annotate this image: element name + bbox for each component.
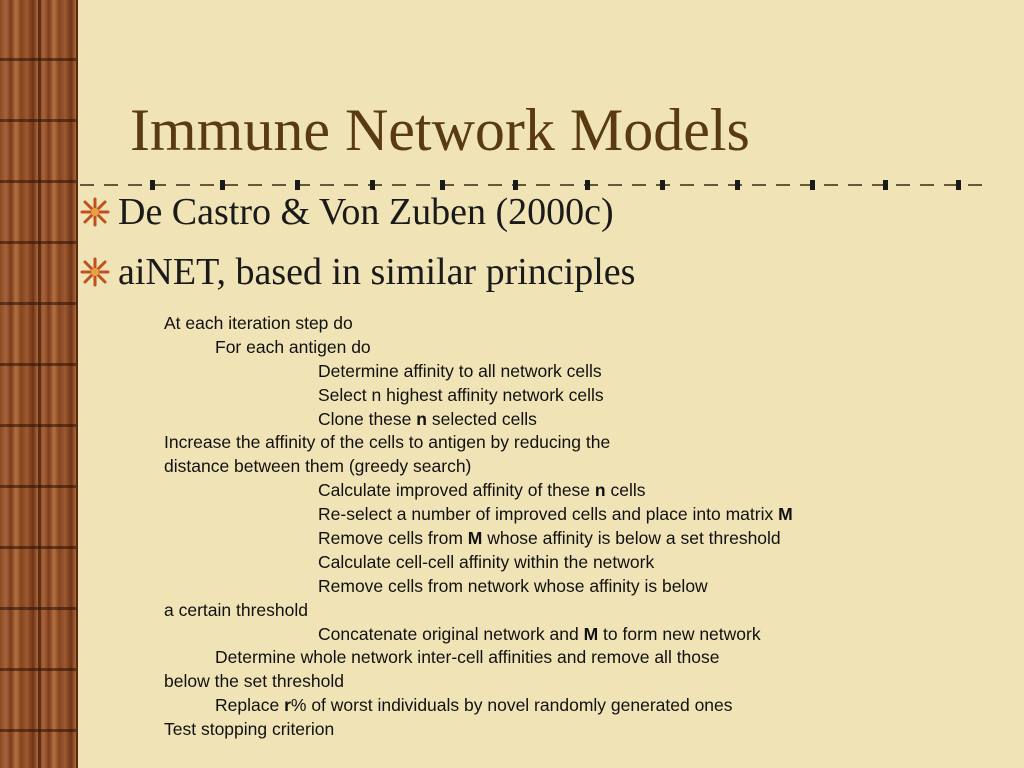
algorithm-line: [164, 503, 793, 527]
algorithm-text: Determine whole network inter-cell affinities and remove all those: [215, 647, 720, 668]
algorithm-text: Replace: [215, 695, 285, 716]
algorithm-text: below the set threshold: [164, 671, 344, 692]
algorithm-text: cells: [605, 480, 646, 501]
starburst-icon: [80, 197, 110, 227]
algorithm-text: Select n highest affinity network cells: [318, 384, 604, 405]
algorithm-text: % of worst individuals by novel randomly generated ones: [290, 695, 733, 716]
algorithm-text: Re-select a number of improved cells and place into matrix: [318, 504, 779, 525]
algorithm-line: [164, 312, 793, 336]
bullet-text: aiNET, based in similar principles: [118, 251, 636, 293]
algorithm-line: [164, 599, 793, 623]
algorithm-line: [164, 575, 793, 599]
bullet-item: [80, 182, 635, 242]
algorithm-text: At each iteration step do: [164, 313, 353, 333]
algorithm-text: Increase the affinity of the cells to antigen by reducing the: [164, 432, 611, 453]
algorithm-symbol: M: [778, 504, 793, 525]
bullet-item: [80, 242, 635, 302]
algorithm-line: [164, 623, 793, 647]
algorithm-text: Remove cells from: [318, 528, 468, 549]
algorithm-text: Concatenate original network and: [318, 623, 584, 644]
algorithm-text: to form new network: [598, 623, 761, 644]
algorithm-text: whose affinity is below a set threshold: [482, 528, 781, 549]
algorithm-line: [164, 718, 793, 742]
bullet-text: De Castro & Von Zuben (2000c): [118, 191, 614, 233]
starburst-icon: [80, 257, 110, 287]
algorithm-line: [164, 694, 793, 718]
algorithm-symbol: M: [583, 623, 599, 644]
algorithm-line: [164, 527, 793, 551]
algorithm-text: For each antigen do: [215, 336, 371, 357]
algorithm-line: [164, 479, 793, 503]
algorithm-line: [164, 431, 793, 455]
algorithm-line: [164, 455, 793, 479]
algorithm-line: [164, 360, 793, 384]
algorithm-line: [164, 551, 793, 575]
algorithm-symbol: n: [416, 408, 427, 429]
algorithm-line: [164, 336, 793, 360]
algorithm-text: Calculate improved affinity of these: [318, 480, 595, 501]
wood-border: [0, 0, 78, 768]
algorithm-text: Clone these: [318, 408, 417, 429]
algorithm-text: a certain threshold: [164, 599, 308, 620]
algorithm-pseudocode: [164, 312, 793, 742]
algorithm-text: selected cells: [426, 408, 537, 429]
algorithm-symbol: n: [594, 480, 606, 501]
algorithm-text: Remove cells from network whose affinity is below: [318, 575, 708, 596]
bullet-list: [80, 182, 635, 302]
algorithm-line: [164, 408, 793, 432]
algorithm-symbol: r: [284, 695, 291, 716]
algorithm-text: Calculate cell-cell affinity within the network: [318, 551, 655, 572]
algorithm-text: Determine affinity to all network cells: [318, 360, 602, 381]
algorithm-symbol: M: [467, 528, 483, 549]
slide-title: Immune Network Models: [130, 97, 750, 163]
algorithm-line: [164, 670, 793, 694]
algorithm-line: [164, 384, 793, 408]
algorithm-text: Test stopping criterion: [164, 719, 335, 740]
algorithm-line: [164, 646, 793, 670]
algorithm-text: distance between them (greedy search): [164, 456, 472, 477]
